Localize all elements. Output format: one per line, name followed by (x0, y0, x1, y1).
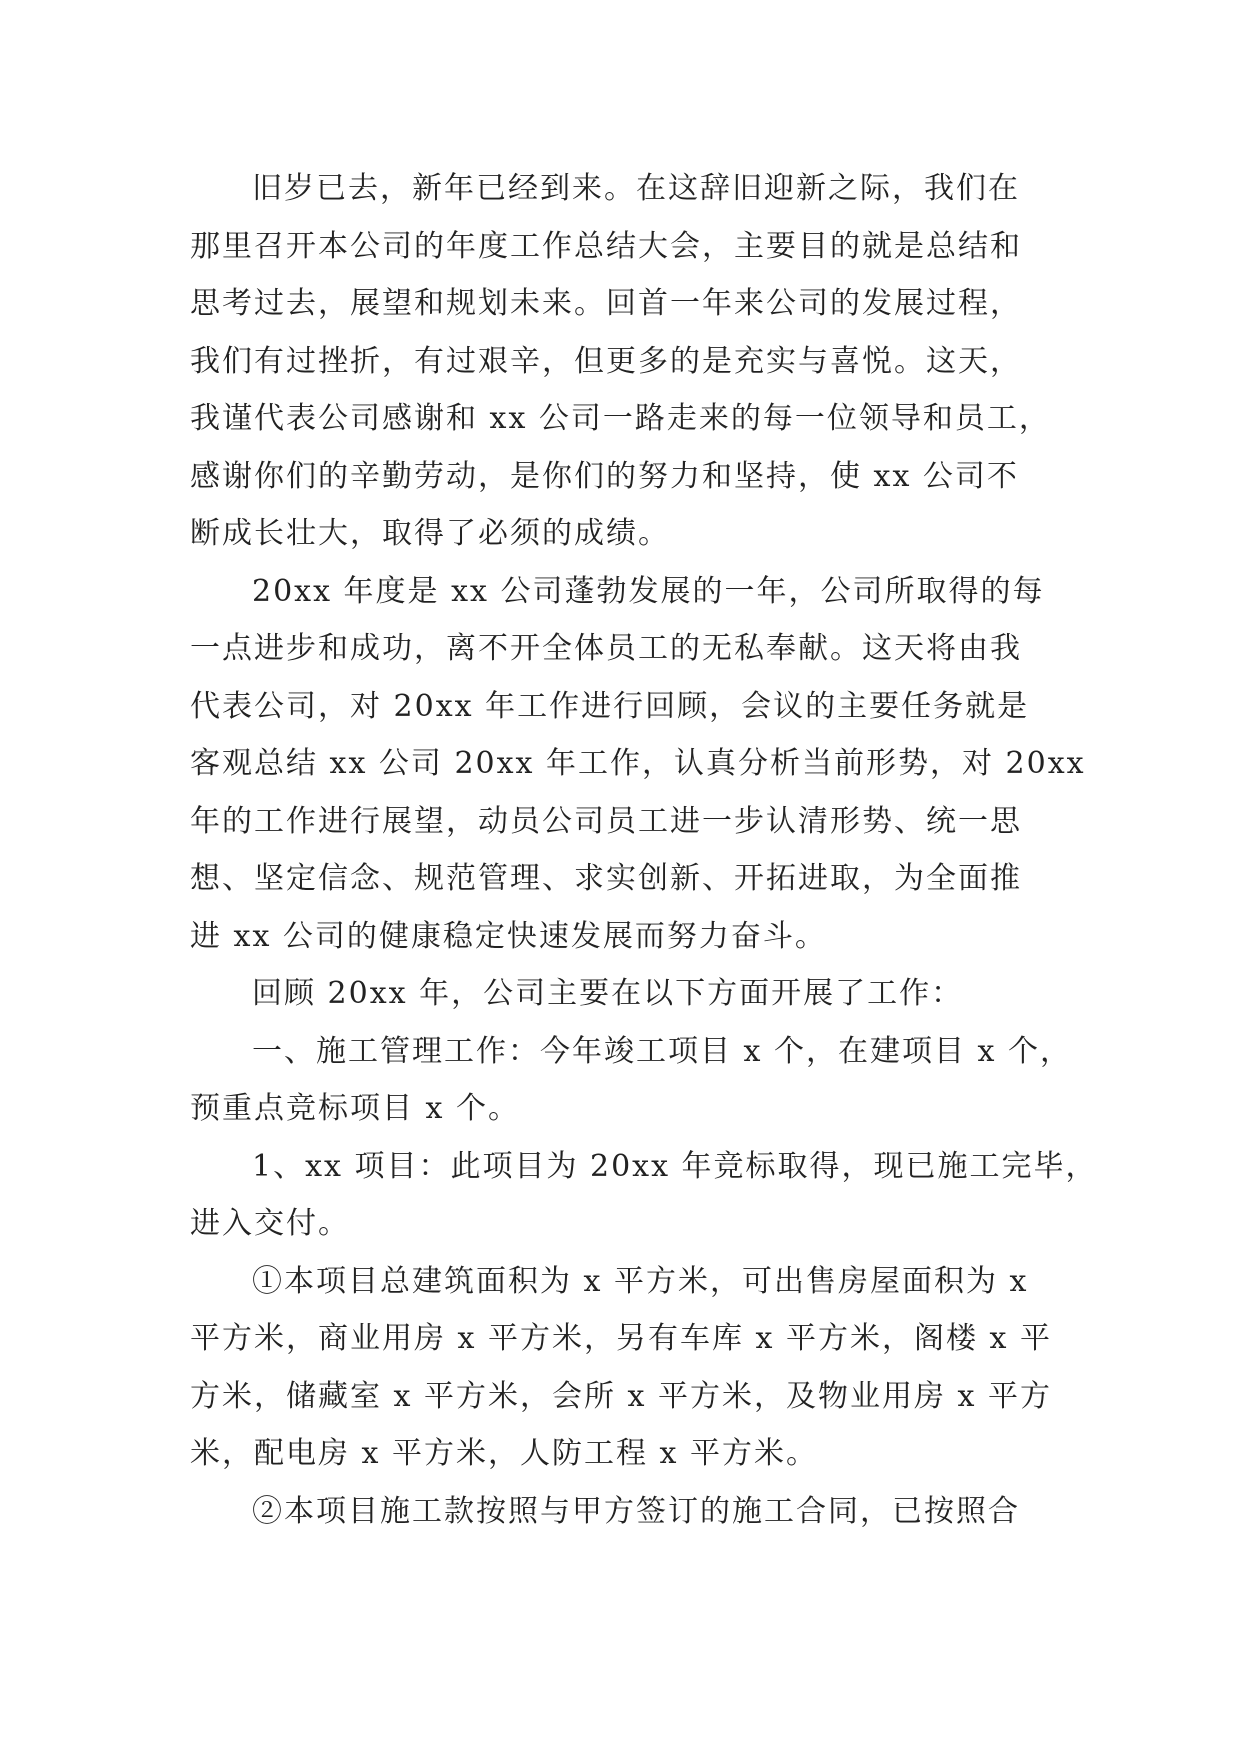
text-line: ①本项目总建筑面积为 x 平方米，可出售房屋面积为 x (252, 1263, 1029, 1299)
text-line: 方米，储藏室 x 平方米，会所 x 平方米，及物业用房 x 平方 (190, 1378, 1052, 1414)
text-line: 旧岁已去，新年已经到来。在这辞旧迎新之际，我们在 (252, 171, 1020, 206)
paragraph (190, 1138, 1098, 1253)
text-line: 代表公司，对 20xx 年工作进行回顾，会议的主要任务就是 (190, 688, 1030, 724)
paragraph (190, 1253, 1058, 1483)
paragraph (190, 563, 1086, 966)
text-line: 那里召开本公司的年度工作总结大会，主要目的就是总结和 (190, 228, 1022, 264)
text-line: 感谢你们的辛勤劳动，是你们的努力和坚持，使 xx 公司不 (190, 458, 1019, 494)
text-line: 思考过去，展望和规划未来。回首一年来公司的发展过程， (190, 286, 1022, 321)
text-line: 一点进步和成功，离不开全体员工的无私奉献。这天将由我 (190, 631, 1022, 666)
text-line: 20xx 年度是 xx 公司蓬勃发展的一年，公司所取得的每 (252, 573, 1045, 609)
text-line: 客观总结 xx 公司 20xx 年工作，认真分析当前形势，对 20xx (190, 746, 1086, 781)
text-line: 我们有过挫折，有过艰辛，但更多的是充实与喜悦。这天， (190, 343, 1022, 379)
text-line: 一、施工管理工作：今年竣工项目 x 个，在建项目 x 个， (252, 1033, 1072, 1069)
paragraph (190, 1483, 1058, 1541)
text-line: 米，配电房 x 平方米，人防工程 x 平方米。 (190, 1436, 818, 1471)
text-line: 平方米，商业用房 x 平方米，另有车库 x 平方米，阁楼 x 平 (190, 1321, 1052, 1356)
document-body (190, 160, 1098, 1540)
text-line: 想、坚定信念、规范管理、求实创新、开拓进取，为全面推 (190, 861, 1022, 896)
text-line: 进 xx 公司的健康稳定快速发展而努力奋斗。 (190, 918, 827, 954)
text-line: 1、xx 项目：此项目为 20xx 年竞标取得，现已施工完毕， (252, 1148, 1098, 1184)
paragraph (190, 965, 1058, 1023)
text-line: ②本项目施工款按照与甲方签订的施工合同，已按照合 (252, 1493, 1020, 1529)
text-line: 回顾 20xx 年，公司主要在以下方面开展了工作： (252, 976, 964, 1011)
text-line: 断成长壮大，取得了必须的成绩。 (190, 516, 670, 551)
paragraph (190, 160, 1058, 563)
text-line: 预重点竞标项目 x 个。 (190, 1091, 520, 1126)
text-line: 我谨代表公司感谢和 xx 公司一路走来的每一位领导和员工， (190, 401, 1051, 436)
text-line: 进入交付。 (190, 1206, 350, 1241)
paragraph (190, 1023, 1072, 1138)
text-line: 年的工作进行展望，动员公司员工进一步认清形势、统一思 (190, 803, 1022, 839)
